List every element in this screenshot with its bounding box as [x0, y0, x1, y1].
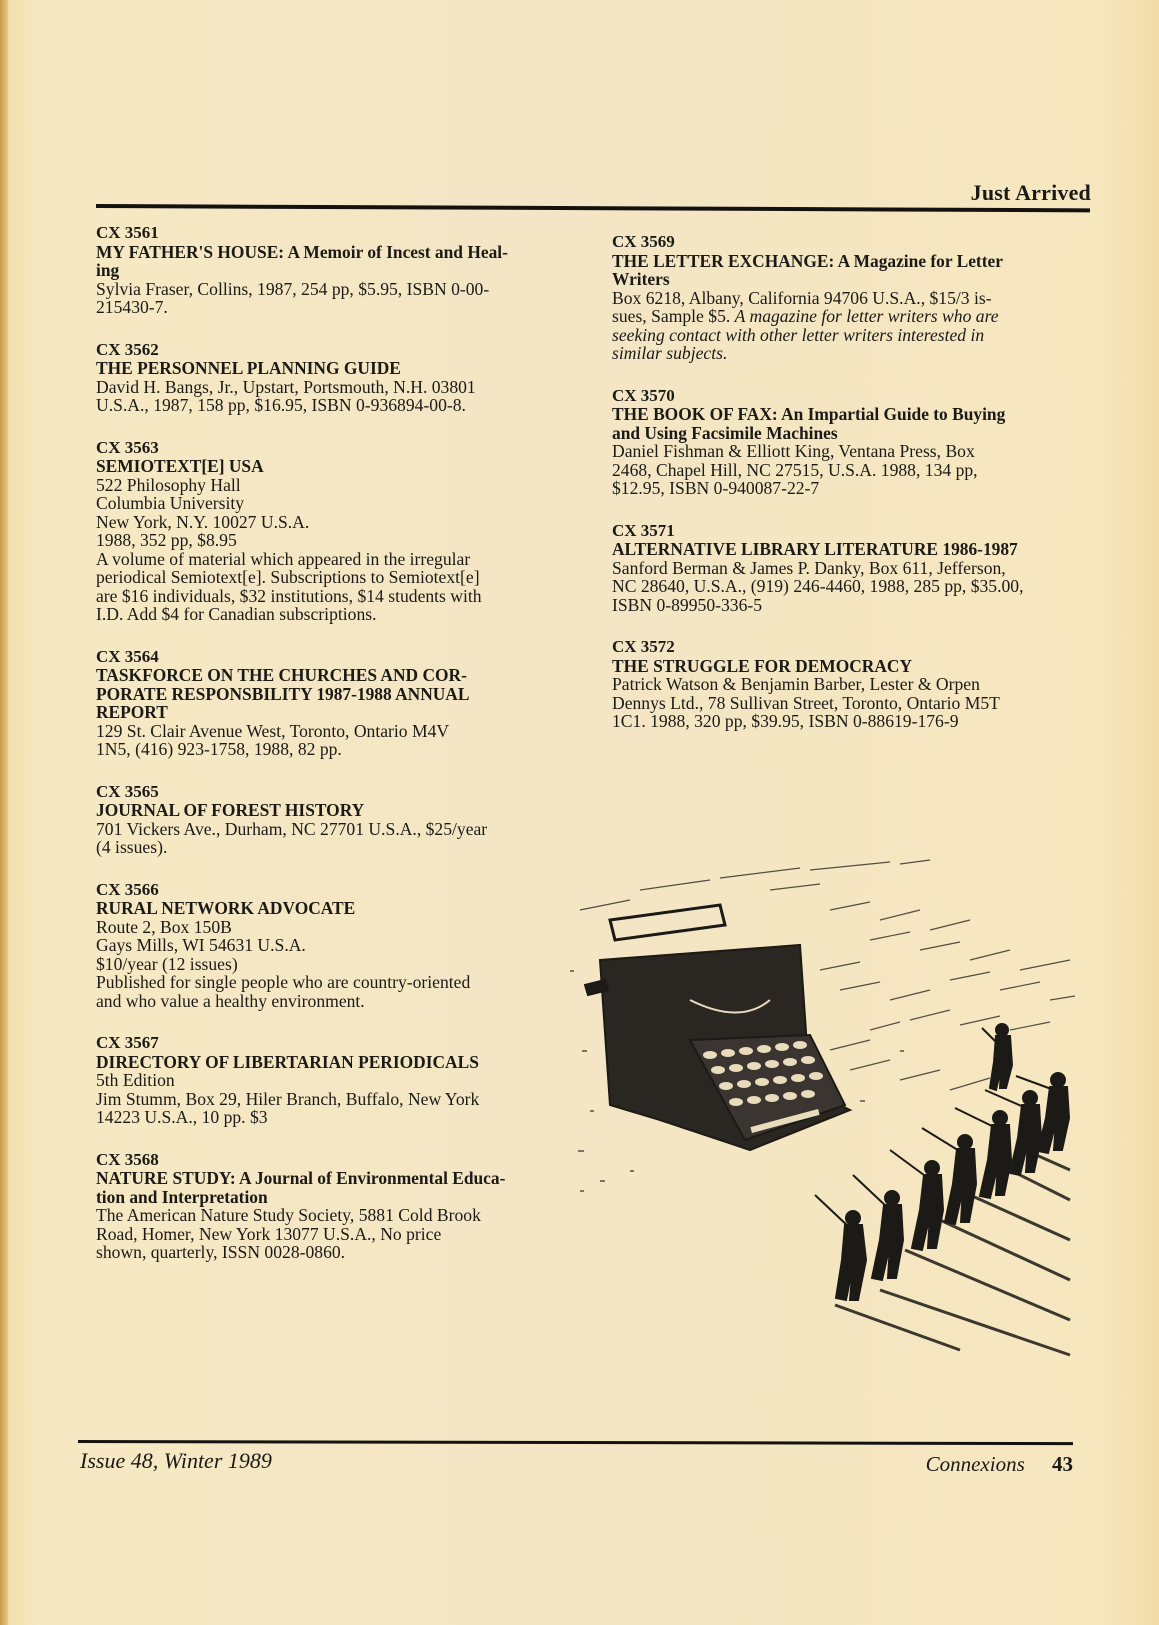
listing-details — [612, 289, 1092, 363]
listing-entry — [96, 1151, 576, 1262]
listing-title: THE STRUGGLE FOR DEMOCRACY — [612, 655, 913, 676]
page-number: 43 — [1052, 1452, 1073, 1476]
listing-details-text: Patrick Watson & Benjamin Barber, Lester & Orpen Dennys Ltd., 78 Sullivan Street, Toronto, Ontario M5T 1C1. 1988, 320 pp, $39.95, ISBN 0-88619-176-9 — [612, 674, 1000, 731]
listing-details — [96, 722, 576, 759]
header-rule — [96, 204, 1090, 212]
listing-title: THE LETTER EXCHANGE: A Magazine for Letter Writers — [612, 250, 1003, 289]
listing-title: MY FATHER'S HOUSE: A Memoir of Incest and Heal- ing — [96, 241, 508, 280]
listing-details-text: Daniel Fishman & Elliott King, Ventana Press, Box 2468, Chapel Hill, NC 27515, U.S.A. 1988, 134 pp, $12.95, ISBN 0-940087-22-7 — [612, 441, 978, 498]
listing-entry — [96, 439, 576, 624]
listing-title: SEMIOTEXT[E] USA — [96, 456, 264, 476]
listing-code: CX 3564 — [96, 646, 159, 666]
listing-details-text: Sylvia Fraser, Collins, 1987, 254 pp, $5.95, ISBN 0-00- 215430-7. — [96, 278, 490, 317]
listing-code: CX 3571 — [612, 520, 675, 540]
listing-entry — [96, 1034, 576, 1127]
listing-code: CX 3566 — [96, 879, 159, 899]
listing-details — [96, 918, 576, 1011]
listing-details-text: David H. Bangs, Jr., Upstart, Portsmouth, N.H. 03801 U.S.A., 1987, 158 pp, $16.95, ISBN 0-936894-00-8. — [96, 376, 476, 415]
listing-details-text: Box 6218, Albany, California 94706 U.S.A., $15/3 is- sues, Sample $5. — [612, 287, 992, 326]
listing-details — [612, 442, 1092, 498]
listing-title: THE PERSONNEL PLANNING GUIDE — [96, 358, 401, 378]
listing-title: THE BOOK OF FAX: An Impartial Guide to Buying and Using Facsimile Machines — [612, 404, 1006, 443]
section-title: Just Arrived — [970, 180, 1091, 205]
listing-code: CX 3572 — [612, 637, 675, 656]
listing-code: CX 3562 — [96, 339, 159, 359]
listing-details-text: 701 Vickers Ave., Durham, NC 27701 U.S.A., $25/year (4 issues). — [96, 818, 488, 857]
listing-code: CX 3561 — [96, 223, 159, 242]
listing-entry — [612, 522, 1092, 615]
listing-details — [96, 1206, 576, 1262]
listing-code: CX 3569 — [612, 232, 675, 251]
footer-right — [926, 1452, 1073, 1477]
page-spine-edge — [0, 0, 8, 1625]
typewriter-firing-squad-illustration — [570, 850, 1090, 1410]
listing-details — [96, 820, 576, 857]
listing-details-text: 5th Edition Jim Stumm, Box 29, Hiler Branch, Buffalo, New York 14223 U.S.A., 10 pp. $3 — [96, 1070, 480, 1127]
listing-title: RURAL NETWORK ADVOCATE — [96, 898, 356, 918]
listing-details-text: The American Nature Study Society, 5881 Cold Brook Road, Homer, New York 13077 U.S.A., No price shown, quarterly, ISSN 0028-0860. — [96, 1205, 481, 1262]
listing-details-text: 522 Philosophy Hall Columbia University New York, N.Y. 10027 U.S.A. 1988, 352 pp, $8.95 A volume of material which appeared in the irregular periodical Semiotext[e]. Subscriptions to Semiotext[e] are $16 individuals, $32 institutions, $14 students with I.D. Add $4 for Canadian subscriptions. — [96, 474, 482, 624]
listing-details — [612, 559, 1092, 615]
listing-details — [612, 675, 1092, 731]
listing-title: TASKFORCE ON THE CHURCHES AND COR- PORATE RESPONSBILITY 1987-1988 ANNUAL REPORT — [96, 665, 470, 722]
listing-entry — [612, 387, 1092, 498]
listing-code: CX 3567 — [96, 1033, 159, 1052]
listing-title: DIRECTORY OF LIBERTARIAN PERIODICALS — [96, 1051, 479, 1072]
listing-code: CX 3565 — [96, 781, 159, 801]
listing-details — [96, 280, 576, 317]
listing-details-text: Route 2, Box 150B Gays Mills, WI 54631 U.S.A. $10/year (12 issues) Published for single people who are country-oriented and who value a healthy environment. — [96, 916, 471, 1011]
listing-details-text: Sanford Berman & James P. Danky, Box 611, Jefferson, NC 28640, U.S.A., (919) 246-4460, 1988, 285 pp, $35.00, ISBN 0-89950-336-5 — [612, 557, 1024, 615]
soldiers-icon — [815, 1024, 1069, 1300]
listing-title: ALTERNATIVE LIBRARY LITERATURE 1986-1987 — [612, 539, 1018, 559]
listing-description: A magazine for letter writers who are seeking contact with other letter writers interested in similar subjects. — [612, 306, 999, 363]
listing-entry — [612, 233, 1092, 363]
listing-details — [96, 378, 576, 415]
listing-title: NATURE STUDY: A Journal of Environmental Educa- tion and Interpretation — [96, 1168, 506, 1207]
listing-details — [96, 1071, 576, 1127]
left-column — [96, 224, 576, 1286]
listing-details — [96, 476, 576, 624]
listing-code: CX 3570 — [612, 385, 675, 405]
listing-entry — [96, 881, 576, 1011]
listing-title: JOURNAL OF FOREST HISTORY — [96, 800, 365, 820]
listing-entry — [96, 224, 576, 317]
listing-entry — [96, 648, 576, 759]
listing-details-text: 129 St. Clair Avenue West, Toronto, Ontario M4V 1N5, (416) 923-1758, 1988, 82 pp. — [96, 720, 450, 759]
typewriter-icon — [585, 905, 850, 1150]
listing-entry — [612, 638, 1092, 731]
right-column — [612, 233, 1092, 755]
listing-entry — [96, 341, 576, 415]
magazine-name: Connexions — [925, 1452, 1025, 1476]
listing-entry — [96, 783, 576, 857]
footer-rule — [78, 1440, 1073, 1445]
issue-label: Issue 48, Winter 1989 — [80, 1448, 272, 1473]
listing-code: CX 3568 — [96, 1149, 159, 1169]
listing-code: CX 3563 — [96, 437, 159, 457]
